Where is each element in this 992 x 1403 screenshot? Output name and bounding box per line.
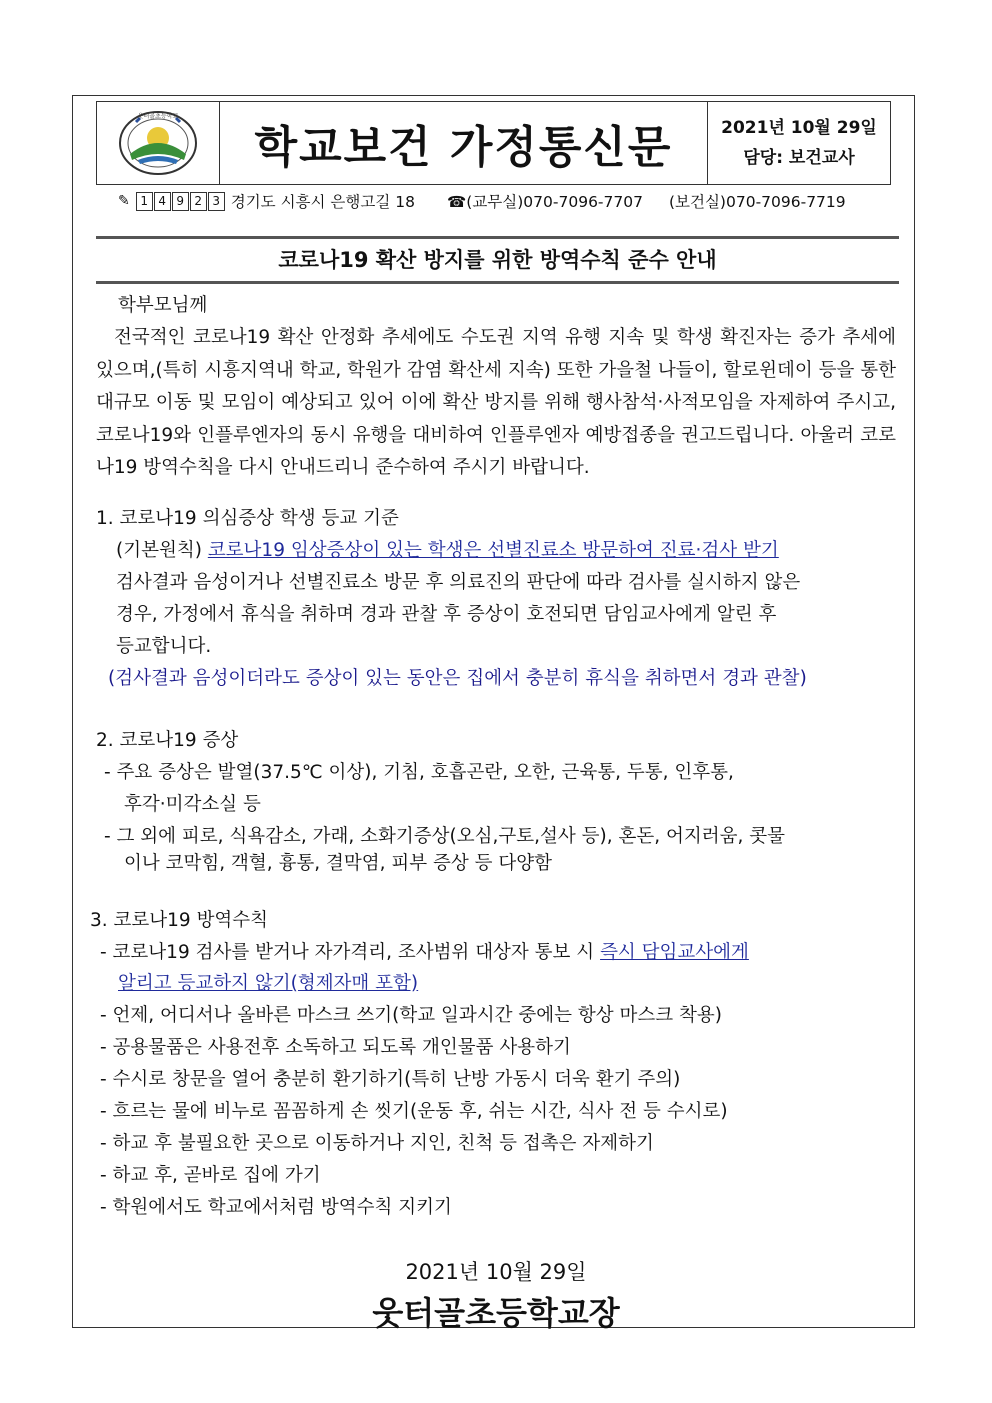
mail-icon: ✎ (118, 193, 130, 209)
divider (96, 236, 899, 239)
notice-title: 코로나19 확산 방지를 위한 방역수칙 준수 안내 (278, 248, 717, 272)
notify-teacher-link[interactable]: 알리고 등교하지 않기(형제자매 포함) (118, 973, 419, 994)
zip-code: 1 4 9 2 3 (136, 192, 225, 211)
rule-item: - 수시로 창문을 열어 충분히 환기하기(특히 난방 가동시 더욱 환기 주의) (100, 1069, 681, 1090)
date-cell (708, 102, 890, 184)
section-1-line: 검사결과 음성이거나 선별진료소 방문 후 의료진의 판단에 따라 검사를 실시하지 않은 (116, 572, 801, 593)
rule-item: - 학원에서도 학교에서처럼 방역수칙 지키기 (100, 1197, 452, 1218)
principle-line: (기본원칙) 코로나19 임상증상이 있는 학생은 선별진료소 방문하여 진료·검사 받기 (116, 540, 779, 561)
rule-item: - 공용물품은 사용전후 소독하고 되도록 개인물품 사용하기 (100, 1037, 571, 1058)
section-3-title: 3. 코로나19 방역수칙 (90, 910, 269, 931)
symptom-item: 후각·미각소실 등 (124, 794, 261, 815)
divider (96, 281, 899, 284)
intro-paragraph: 전국적인 코로나19 확산 안정화 추세에도 수도권 지역 유행 지속 및 학생 확진자는 증가 추세에 있으며,(특히 시흥지역내 학교, 학원가 감염 확산세 지속) 또한 가을철 나들이, 할로윈데이 등을 통한 대규모 이동 및 모임이 예상되고 있어 이에 확산 방지를 위해 행사참석·사적모임을 자제하여 주시고, 코로나19와 인플루엔자의 동시 유행을 대비하여 인플루엔자 예방접종을 권고드립니다. 아울러 코로나19 방역수칙을 다시 안내드리니 준수하여 주시기 바랍니다. (96, 327, 896, 478)
rule-item: - 코로나19 검사를 받거나 자가격리, 조사범위 대상자 통보 시 즉시 담임교사에게 (100, 942, 749, 963)
street-address: 경기도 시흥시 은행고길 18 (230, 193, 415, 211)
symptom-item: 이나 코막힘, 객혈, 흉통, 결막염, 피부 증상 등 다양함 (124, 853, 552, 874)
notify-teacher-link[interactable]: 즉시 담임교사에게 (600, 942, 749, 963)
letter-header (96, 101, 891, 185)
section-1-line: 경우, 가정에서 휴식을 취하며 경과 관찰 후 증상이 호전되면 담임교사에게 알린 후 (116, 604, 777, 625)
address-line (118, 189, 878, 213)
section-2-title: 2. 코로나19 증상 (96, 730, 239, 751)
office-phone: ☎(교무실)070-7096-7707 (446, 193, 643, 211)
rule-item (118, 968, 418, 1001)
school-logo (97, 102, 220, 184)
principle-link[interactable]: 코로나19 임상증상이 있는 학생은 선별진료소 방문하여 진료·검사 받기 (207, 540, 779, 561)
principal-signature: 웃터골초등학교장 (372, 1294, 620, 1332)
person-in-charge: 담당: 보건교사 (743, 148, 855, 168)
section-1-line: 등교합니다. (116, 636, 212, 657)
footer-date: 2021년 10월 29일 (405, 1260, 587, 1284)
page-title: 학교보건 가정통신문 (254, 122, 673, 173)
section-1-note: (검사결과 음성이더라도 증상이 있는 동안은 집에서 충분히 휴식을 취하면서 경과 관찰) (108, 668, 807, 689)
symptom-item: - 주요 증상은 발열(37.5℃ 이상), 기침, 호흡곤란, 오한, 근육통, 두통, 인후통, (104, 762, 734, 783)
salutation: 학부모님께 (118, 295, 208, 316)
health-room-phone: (보건실)070-7096-7719 (668, 193, 846, 211)
rule-item: - 하교 후 불필요한 곳으로 이동하거나 지인, 친척 등 접촉은 자제하기 (100, 1133, 654, 1154)
rule-item: - 하교 후, 곧바로 집에 가기 (100, 1165, 321, 1186)
title-cell (220, 102, 708, 184)
rule-item: - 흐르는 물에 비누로 꼼꼼하게 손 씻기(운동 후, 쉬는 시간, 식사 전 등 수시로) (100, 1101, 728, 1122)
issue-date: 2021년 10월 29일 (721, 118, 877, 138)
section-1-title: 1. 코로나19 의심증상 학생 등교 기준 (96, 508, 399, 529)
rule-item: - 언제, 어디서나 올바른 마스크 쓰기(학교 일과시간 중에는 항상 마스크 착용) (100, 1005, 722, 1026)
symptom-item: - 그 외에 피로, 식욕감소, 가래, 소화기증상(오심,구토,설사 등), 혼돈, 어지러움, 콧물 (104, 826, 785, 847)
svg-text:웃터골초등학교: 웃터골초등학교 (137, 113, 179, 120)
